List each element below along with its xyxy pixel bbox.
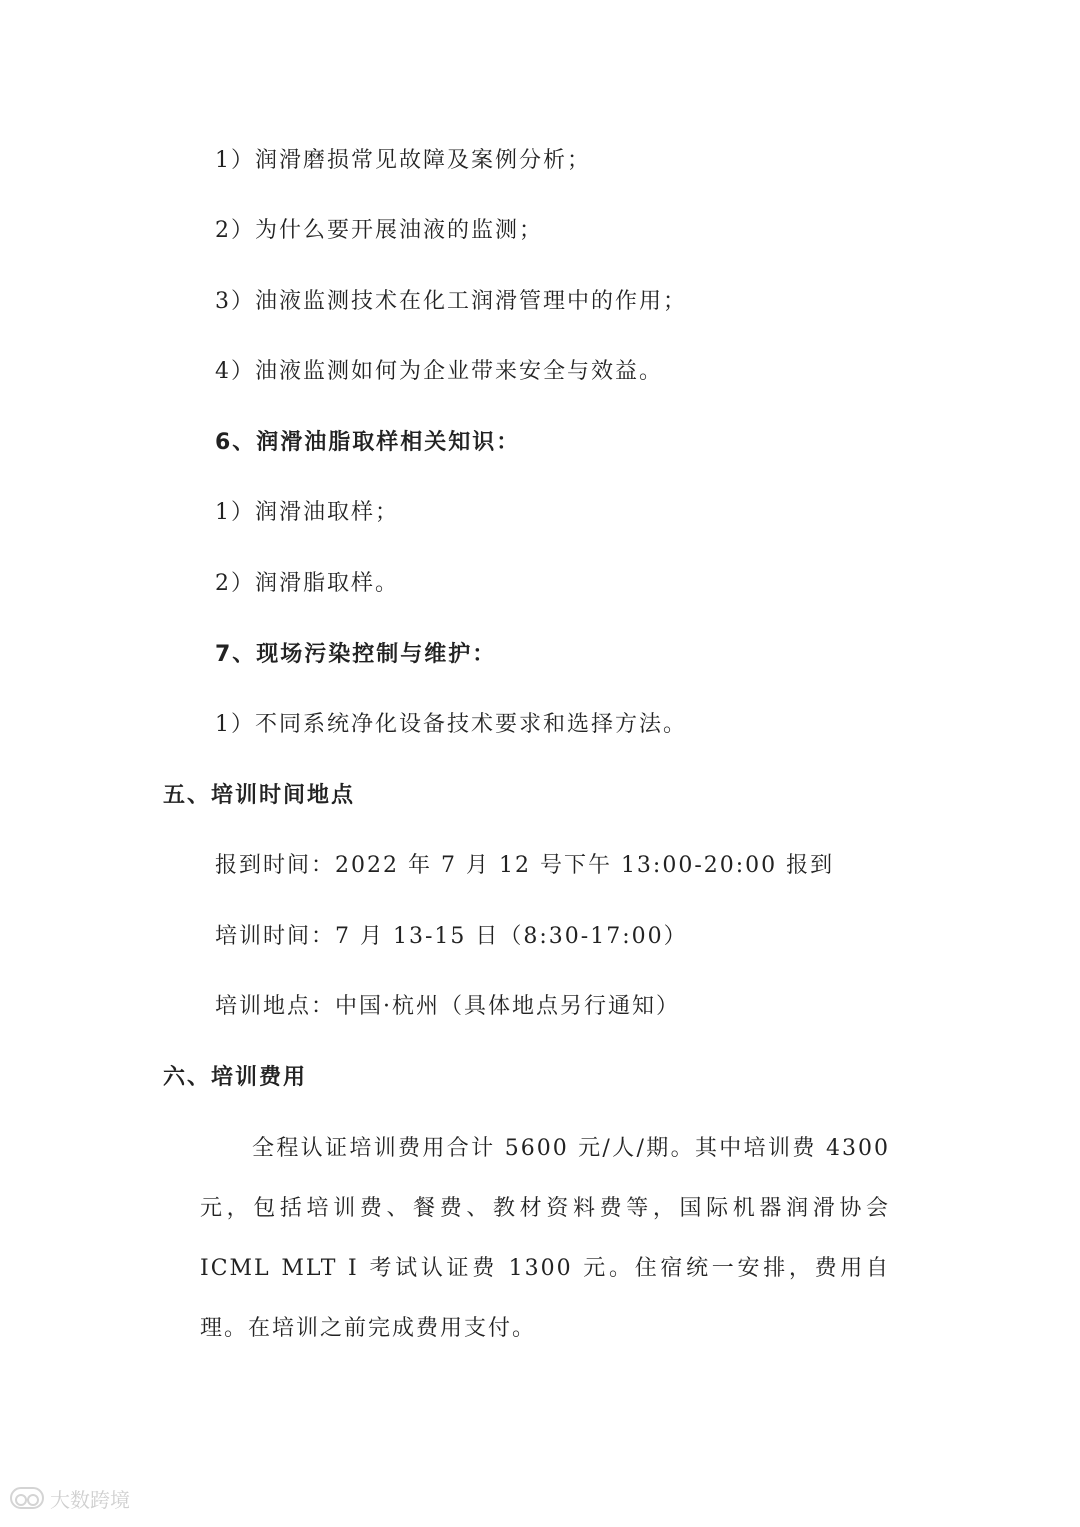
checkin-time: 报到时间：2022 年 7 月 12 号下午 13:00-20:00 报到 (215, 853, 835, 878)
list-item-4: 4）油液监测如何为企业带来安全与效益。 (215, 359, 663, 384)
training-time: 培训时间：7 月 13-15 日（8:30-17:00） (215, 924, 688, 949)
list-item-2: 2）为什么要开展油液的监测； (215, 218, 543, 243)
fee-paragraph: 全程认证培训费用合计 5600 元/人/期。其中培训费 4300 元，包括培训费、餐费、教材资料费等，国际机器润滑协会 ICML MLT I 考试认证费 1300 元。住宿统一安排，费用自理。在培训之前完成费用支付。 (200, 1136, 890, 1341)
topic-6-item-2: 2）润滑脂取样。 (215, 571, 399, 596)
section-time-place-heading: 五、培训时间地点 (163, 783, 356, 808)
logo-icon (10, 1487, 44, 1509)
watermark-text: 大数跨境 (50, 1487, 130, 1512)
section-fee-heading: 六、培训费用 (163, 1065, 308, 1090)
list-item-3: 3）油液监测技术在化工润滑管理中的作用； (215, 289, 687, 314)
list-item-1: 1）润滑磨损常见故障及案例分析； (215, 148, 591, 173)
topic-6-heading: 6、润滑油脂取样相关知识： (215, 430, 521, 455)
topic-7-item-1: 1）不同系统净化设备技术要求和选择方法。 (215, 712, 687, 737)
topic-6-item-1: 1）润滑油取样； (215, 500, 399, 525)
topic-7-heading: 7、现场污染控制与维护： (215, 642, 497, 667)
watermark (10, 1483, 130, 1513)
training-location: 培训地点：中国·杭州（具体地点另行通知） (215, 994, 680, 1019)
